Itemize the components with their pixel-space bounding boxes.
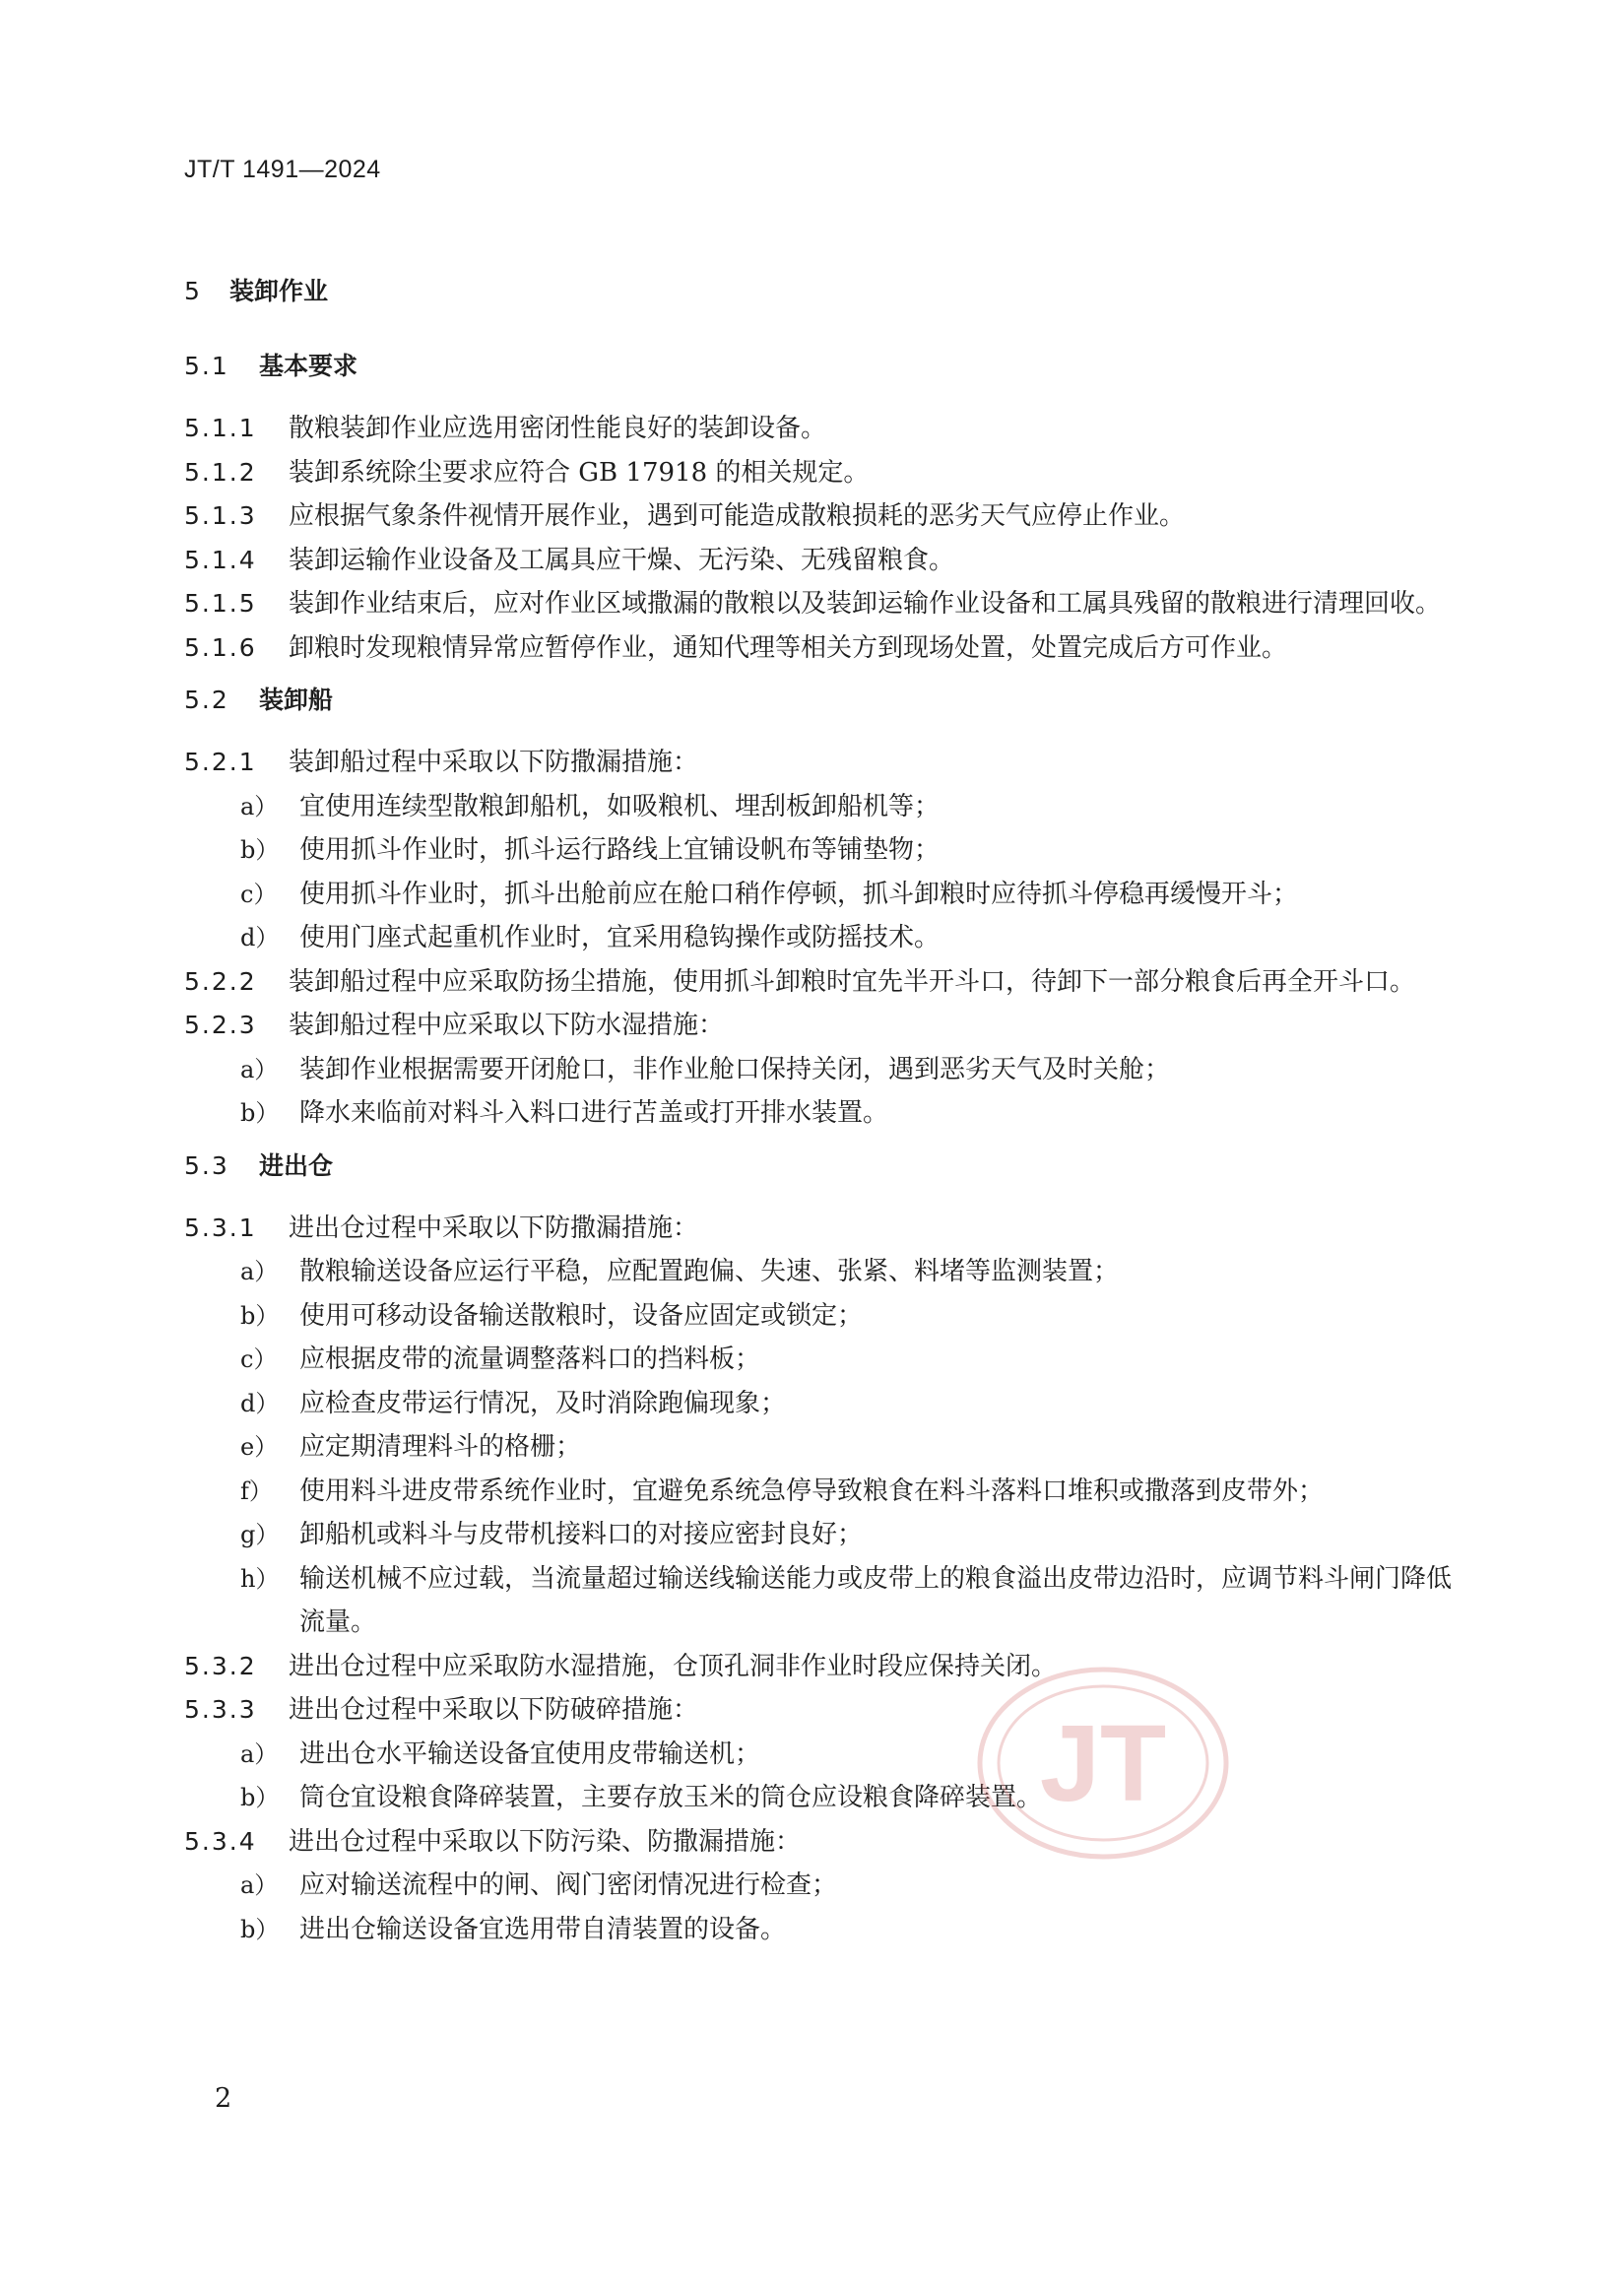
- section-number: 5: [184, 277, 202, 305]
- list-item-text: 使用抓斗作业时，抓斗运行路线上宜铺设帆布等铺垫物；: [299, 835, 941, 865]
- clause: [184, 451, 1457, 495]
- clause-number: 5.1.3: [184, 501, 257, 530]
- subsection-title: 进出仓: [259, 1150, 334, 1180]
- list-marker: f）: [240, 1476, 273, 1505]
- list-item-text: 降水来临前对料斗入料口进行苫盖或打开排水装置。: [299, 1098, 889, 1128]
- clause-number: 5.2.3: [184, 1011, 257, 1039]
- section-heading: [184, 268, 1457, 315]
- list-marker: a）: [240, 1739, 279, 1768]
- list-marker: b）: [240, 1301, 280, 1330]
- list-item: [184, 1470, 1457, 1514]
- clause-text: 进出仓过程中采取以下防污染、防撒漏措施：: [289, 1826, 802, 1857]
- list-item: [184, 1557, 1457, 1645]
- clause-number: 5.2.2: [184, 966, 257, 996]
- clause-text: 装卸船过程中应采取以下防水湿措施：: [289, 1011, 725, 1040]
- list-item-text: 散粮输送设备应运行平稳，应配置跑偏、失速、张紧、料堵等监测装置；: [299, 1257, 1120, 1286]
- list-item-text: 使用抓斗作业时，抓斗出舱前应在舱口稍作停顿，抓斗卸粮时应待抓斗停稳再缓慢开斗；: [299, 879, 1299, 909]
- list-item: [184, 1091, 1457, 1136]
- list-item: [184, 1908, 1457, 1952]
- list-item: [184, 873, 1457, 917]
- document-body: [184, 268, 1457, 1951]
- clause: [184, 1688, 1457, 1733]
- clause: [184, 1645, 1457, 1689]
- clause-number: 5.3.2: [184, 1651, 257, 1680]
- list-marker: b）: [240, 836, 280, 864]
- list-marker: a）: [240, 1258, 279, 1285]
- list-item-text: 装卸作业根据需要开闭舱口，非作业舱口保持关闭，遇到恶劣天气及时关舱；: [299, 1054, 1171, 1084]
- list-marker: e）: [240, 1433, 279, 1461]
- clause-text: 散粮装卸作业应选用密闭性能良好的装卸设备。: [289, 414, 827, 443]
- clause: [184, 1207, 1457, 1251]
- clause-number: 5.2.1: [184, 748, 257, 776]
- clause-number: 5.1.5: [184, 589, 257, 618]
- list-item-text: 应检查皮带运行情况，及时消除跑偏现象；: [299, 1388, 787, 1418]
- list-marker: g）: [240, 1521, 280, 1548]
- clause-number: 5.3.3: [184, 1695, 257, 1724]
- clause: [184, 582, 1457, 626]
- list-item: [184, 1250, 1457, 1294]
- list-item-text: 输送机械不应过载，当流量超过输送线输送能力或皮带上的粮食溢出皮带边沿时，应调节料斗闸门降低流量。: [299, 1563, 1453, 1637]
- clause-number: 5.1.1: [184, 414, 257, 442]
- list-item: [184, 1338, 1457, 1382]
- jt-stamp-watermark: [975, 1665, 1231, 1862]
- clause-number: 5.1.6: [184, 632, 257, 662]
- clause: [184, 494, 1457, 539]
- clause-text: 装卸船过程中应采取防扬尘措施，使用抓斗卸粮时宜先半开斗口，待卸下一部分粮食后再全开斗口。: [289, 966, 1416, 997]
- list-item: [184, 1513, 1457, 1557]
- subsection-heading: [184, 678, 1457, 723]
- list-item: [184, 1048, 1457, 1092]
- list-marker: b）: [240, 1915, 280, 1943]
- list-item-text: 应对输送流程中的闸、阀门密闭情况进行检查；: [299, 1870, 838, 1900]
- clause-text: 进出仓过程中采取以下防破碎措施：: [289, 1695, 699, 1725]
- subsection-number: 5.2: [184, 686, 229, 714]
- list-item-text: 进出仓水平输送设备宜使用皮带输送机；: [299, 1738, 761, 1769]
- clause-text: 装卸作业结束后，应对作业区域撒漏的散粮以及装卸运输作业设备和工属具残留的散粮进行清理回收。: [289, 589, 1442, 619]
- list-item: [184, 1425, 1457, 1470]
- subsection-title: 装卸船: [259, 686, 334, 714]
- list-marker: c）: [240, 1345, 278, 1373]
- list-item-text: 应定期清理料斗的格栅；: [299, 1432, 582, 1462]
- list-item: [184, 1864, 1457, 1908]
- subsection-heading: [184, 344, 1457, 389]
- stamp-text: JT: [1039, 1703, 1167, 1824]
- clause-number: 5.3.4: [184, 1826, 257, 1856]
- subsection-title: 基本要求: [259, 352, 358, 380]
- list-item-text: 宜使用连续型散粮卸船机，如吸粮机、埋刮板卸船机等；: [299, 791, 941, 821]
- clause: [184, 1820, 1457, 1865]
- list-item: [184, 1733, 1457, 1777]
- list-item: [184, 1382, 1457, 1426]
- clause: [184, 539, 1457, 583]
- clause: [184, 1004, 1457, 1048]
- list-marker: d）: [240, 1389, 280, 1417]
- clause-text: 进出仓过程中采取以下防撒漏措施：: [289, 1213, 699, 1243]
- list-item-text: 应根据皮带的流量调整落料口的挡料板；: [299, 1344, 761, 1374]
- clause-text: 装卸运输作业设备及工属具应干燥、无污染、无残留粮食。: [289, 545, 955, 575]
- list-marker: d）: [240, 924, 280, 951]
- list-marker: b）: [240, 1784, 280, 1811]
- page-number: 2: [215, 2083, 232, 2114]
- clause: [184, 741, 1457, 785]
- list-item: [184, 916, 1457, 960]
- clause-text: 装卸船过程中采取以下防撒漏措施：: [289, 748, 699, 777]
- list-item-text: 进出仓输送设备宜选用带自清装置的设备。: [299, 1914, 787, 1944]
- list-marker: h）: [240, 1564, 280, 1593]
- list-marker: a）: [240, 792, 279, 820]
- clause-number: 5.1.4: [184, 545, 257, 574]
- list-marker: a）: [240, 1871, 279, 1899]
- list-item-text: 使用料斗进皮带系统作业时，宜避免系统急停导致粮食在料斗落料口堆积或撒落到皮带外；: [299, 1475, 1325, 1506]
- list-marker: a）: [240, 1055, 279, 1083]
- clause: [184, 626, 1457, 671]
- clause-number: 5.1.2: [184, 457, 257, 487]
- clause-text: 进出仓过程中应采取防水湿措施，仓顶孔洞非作业时段应保持关闭。: [289, 1651, 1058, 1681]
- list-marker: b）: [240, 1099, 280, 1127]
- list-item: [184, 1776, 1457, 1820]
- clause-text: 卸粮时发现粮情异常应暂停作业，通知代理等相关方到现场处置，处置完成后方可作业。: [289, 632, 1288, 663]
- list-item-text: 使用门座式起重机作业时，宜采用稳钩操作或防摇技术。: [299, 923, 941, 952]
- list-item: [184, 828, 1457, 873]
- clause-text: 装卸系统除尘要求应符合 GB 17918 的相关规定。: [289, 457, 870, 488]
- subsection-number: 5.3: [184, 1150, 229, 1180]
- clause: [184, 960, 1457, 1005]
- list-marker: c）: [240, 880, 278, 908]
- subsection-number: 5.1: [184, 352, 229, 380]
- list-item-text: 筒仓宜设粮食降碎装置，主要存放玉米的筒仓应设粮食降碎装置。: [299, 1783, 1043, 1812]
- list-item-text: 卸船机或料斗与皮带机接料口的对接应密封良好；: [299, 1520, 864, 1549]
- list-item: [184, 1294, 1457, 1339]
- section-title: 装卸作业: [229, 277, 329, 305]
- clause-text: 应根据气象条件视情开展作业，遇到可能造成散粮损耗的恶劣天气应停止作业。: [289, 501, 1186, 531]
- clause-number: 5.3.1: [184, 1213, 257, 1242]
- clause: [184, 407, 1457, 451]
- list-item-text: 使用可移动设备输送散粮时，设备应固定或锁定；: [299, 1300, 864, 1331]
- document-code: JT/T 1491—2024: [184, 156, 381, 183]
- list-item: [184, 785, 1457, 829]
- subsection-heading: [184, 1144, 1457, 1189]
